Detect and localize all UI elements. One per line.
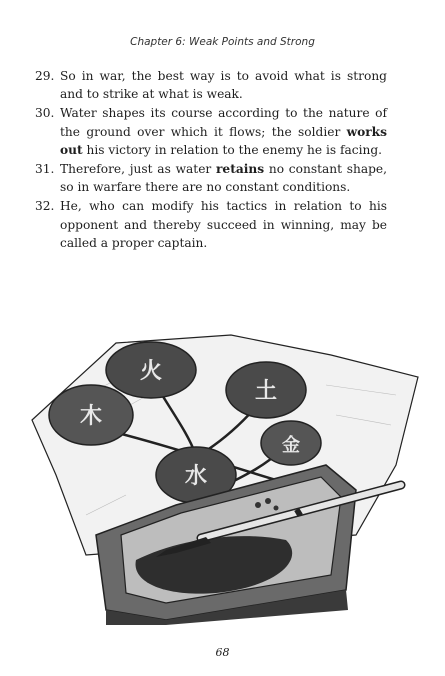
verse-item — [35, 104, 387, 159]
verse-text: his victory in relation to the enemy he is facing. — [82, 142, 383, 157]
page-number: 68 — [215, 646, 230, 659]
verse-list — [35, 67, 387, 253]
verse-text: Water shapes its course according to the nature of the ground over which it flows; the soldier — [60, 106, 387, 139]
svg-text:水: 水 — [184, 464, 208, 489]
verse-number: 29. — [35, 69, 55, 83]
verse-item — [35, 67, 387, 103]
verse-text: no constant shape, so in warfare there are no constant conditions. — [60, 162, 388, 195]
ink-and-brush-illustration — [26, 325, 421, 625]
verse-item — [35, 160, 387, 196]
svg-text:木: 木 — [79, 404, 103, 429]
verse-number: 31. — [35, 162, 55, 177]
verse-emphasis: works out — [60, 124, 387, 157]
verse-number: 32. — [35, 199, 55, 214]
verse-item — [35, 197, 387, 252]
ink-blot — [226, 362, 306, 418]
verse-text: So in war, the best way is to avoid what is strong and to strike at what is weak. — [60, 69, 387, 102]
svg-text:土: 土 — [254, 379, 278, 404]
running-header: Chapter 6: Weak Points and Strong — [130, 36, 315, 48]
ink-blot — [49, 385, 133, 445]
ink-blot — [261, 421, 321, 465]
verse-emphasis: retains — [216, 162, 265, 177]
verse-number: 30. — [35, 106, 55, 121]
verse-text: He, who can modify his tactics in relation to his opponent and thereby succeed in winning, may be called a proper captain. — [60, 199, 387, 250]
verse-text: Therefore, just as water — [60, 162, 217, 177]
svg-text:金: 金 — [282, 435, 300, 456]
svg-text:火: 火 — [139, 359, 163, 384]
ink-blot — [106, 342, 196, 398]
